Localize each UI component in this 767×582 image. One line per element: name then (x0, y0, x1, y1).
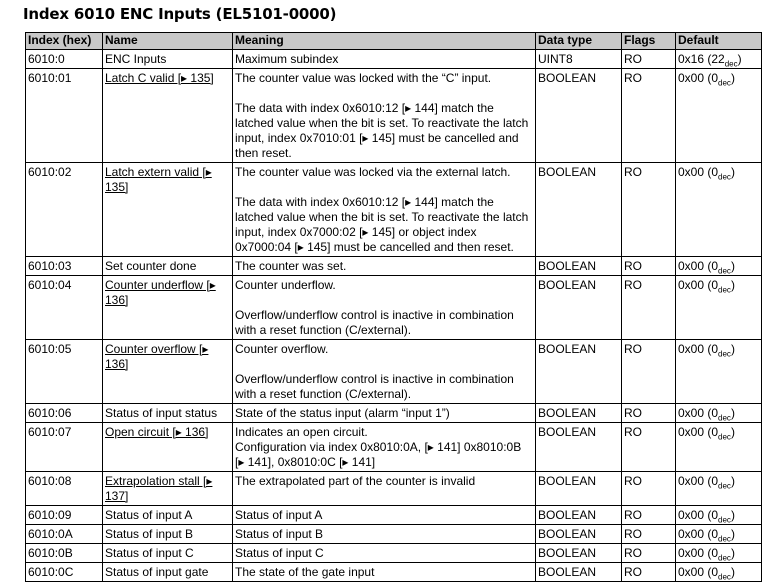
default-close: ) (730, 342, 735, 356)
meaning-paragraph: Maximum subindex (235, 52, 339, 66)
cell-flags: RO (622, 563, 676, 582)
table-row (26, 423, 762, 472)
default-close: ) (730, 546, 735, 560)
default-value: 0x00 (0 (678, 342, 719, 356)
cell-data-type: BOOLEAN (536, 544, 622, 563)
default-close: ) (730, 278, 735, 292)
cell-index: 6010:0C (26, 563, 103, 582)
default-close: ) (730, 474, 735, 488)
table-row (26, 163, 762, 257)
cell-index: 6010:08 (26, 472, 103, 506)
table-row (26, 276, 762, 340)
cell-data-type: BOOLEAN (536, 163, 622, 257)
default-unit: dec (718, 78, 731, 88)
cell-name (103, 472, 233, 506)
meaning-paragraph: Overflow/underflow control is inactive in combination with a reset function (C/external). (235, 372, 514, 401)
cell-default (676, 257, 762, 276)
default-close: ) (730, 259, 735, 273)
cell-meaning (233, 544, 536, 563)
cell-index: 6010:0 (26, 50, 103, 69)
cell-index: 6010:02 (26, 163, 103, 257)
cell-index: 6010:03 (26, 257, 103, 276)
cell-default (676, 563, 762, 582)
cell-meaning (233, 69, 536, 163)
default-close: ) (730, 71, 735, 85)
cell-meaning (233, 404, 536, 423)
default-unit: dec (718, 266, 731, 276)
default-close: ) (730, 425, 735, 439)
cell-default (676, 544, 762, 563)
table-row (26, 472, 762, 506)
cell-flags: RO (622, 257, 676, 276)
cell-index: 6010:09 (26, 506, 103, 525)
cell-data-type: BOOLEAN (536, 276, 622, 340)
cell-flags: RO (622, 404, 676, 423)
default-value: 0x00 (0 (678, 527, 719, 541)
cell-name (103, 163, 233, 257)
cell-index: 6010:07 (26, 423, 103, 472)
cell-default (676, 472, 762, 506)
cell-name (103, 340, 233, 404)
meaning-paragraph: Indicates an open circuit. (235, 425, 368, 439)
meaning-paragraph: The data with index 0x6010:12 [▸ 144] match the latched value when the bit is set. To reactivate the latch input, index 0x7010:01 [▸ 145] must be cancelled and then reset. (235, 101, 529, 160)
cell-name: Status of input gate (103, 563, 233, 582)
cell-name (103, 69, 233, 163)
page-title: Index 6010 ENC Inputs (EL5101-0000) (23, 5, 337, 23)
cell-data-type: BOOLEAN (536, 525, 622, 544)
cell-default (676, 163, 762, 257)
cell-name (103, 276, 233, 340)
cell-data-type: BOOLEAN (536, 69, 622, 163)
default-close: ) (730, 527, 735, 541)
cell-meaning (233, 506, 536, 525)
cell-meaning (233, 163, 536, 257)
table-row (26, 50, 762, 69)
cell-index: 6010:01 (26, 69, 103, 163)
header-meaning: Meaning (233, 33, 536, 50)
default-unit: dec (718, 515, 731, 525)
meaning-paragraph: Overflow/underflow control is inactive in combination with a reset function (C/external). (235, 308, 514, 337)
table-row (26, 69, 762, 163)
cell-flags: RO (622, 340, 676, 404)
name-link[interactable]: Extrapolation stall [▸ 137] (105, 474, 213, 503)
name-link[interactable]: Counter underflow [▸ 136] (105, 278, 216, 307)
cell-meaning (233, 525, 536, 544)
meaning-paragraph: Configuration via index 0x8010:0A, [▸ 141] 0x8010:0B [▸ 141], 0x8010:0C [▸ 141] (235, 440, 522, 469)
default-unit: dec (718, 481, 731, 491)
default-unit: dec (718, 349, 731, 359)
cell-name: ENC Inputs (103, 50, 233, 69)
cell-name: Status of input A (103, 506, 233, 525)
cell-name: Status of input status (103, 404, 233, 423)
meaning-paragraph: The extrapolated part of the counter is invalid (235, 474, 476, 488)
default-value: 0x00 (0 (678, 406, 719, 420)
cell-default (676, 69, 762, 163)
meaning-paragraph: The counter value was locked via the external latch. (235, 165, 511, 179)
cell-index: 6010:04 (26, 276, 103, 340)
cell-data-type: BOOLEAN (536, 423, 622, 472)
cell-name (103, 423, 233, 472)
cell-default (676, 50, 762, 69)
table-row (26, 257, 762, 276)
meaning-paragraph: Counter overflow. (235, 342, 329, 356)
name-link[interactable]: Latch C valid [▸ 135] (105, 71, 214, 85)
default-value: 0x16 (22 (678, 52, 725, 66)
header-index: Index (hex) (26, 33, 103, 50)
meaning-paragraph: Status of input B (235, 527, 324, 541)
default-unit: dec (718, 572, 731, 582)
cell-meaning (233, 340, 536, 404)
object-table (25, 32, 762, 582)
default-close: ) (730, 565, 735, 579)
default-value: 0x00 (0 (678, 278, 719, 292)
default-value: 0x00 (0 (678, 425, 719, 439)
cell-data-type: BOOLEAN (536, 340, 622, 404)
table-row (26, 340, 762, 404)
cell-data-type: BOOLEAN (536, 563, 622, 582)
cell-default (676, 276, 762, 340)
meaning-paragraph: State of the status input (alarm “input 1”) (235, 406, 450, 420)
default-close: ) (730, 406, 735, 420)
meaning-paragraph: The counter was set. (235, 259, 347, 273)
header-default: Default (676, 33, 762, 50)
default-unit: dec (718, 413, 731, 423)
cell-meaning (233, 472, 536, 506)
table-row (26, 563, 762, 582)
cell-meaning (233, 423, 536, 472)
default-unit: dec (718, 432, 731, 442)
cell-flags: RO (622, 69, 676, 163)
default-unit: dec (718, 172, 731, 182)
cell-meaning (233, 257, 536, 276)
default-unit: dec (724, 59, 738, 69)
table-row (26, 506, 762, 525)
cell-flags: RO (622, 276, 676, 340)
meaning-paragraph: Status of input C (235, 546, 324, 560)
cell-name: Status of input B (103, 525, 233, 544)
meaning-paragraph: The counter value was locked with the “C” input. (235, 71, 492, 85)
cell-meaning (233, 563, 536, 582)
default-value: 0x00 (0 (678, 546, 719, 560)
name-link[interactable]: Open circuit [▸ 136] (105, 425, 209, 439)
cell-default (676, 525, 762, 544)
name-link[interactable]: Counter overflow [▸ 136] (105, 342, 209, 371)
default-value: 0x00 (0 (678, 508, 719, 522)
default-close: ) (730, 165, 735, 179)
cell-name: Status of input C (103, 544, 233, 563)
cell-index: 6010:0A (26, 525, 103, 544)
name-link[interactable]: Latch extern valid [▸ 135] (105, 165, 212, 194)
cell-flags: RO (622, 506, 676, 525)
cell-data-type: UINT8 (536, 50, 622, 69)
meaning-paragraph: Counter underflow. (235, 278, 336, 292)
meaning-paragraph: The state of the gate input (235, 565, 375, 579)
cell-index: 6010:0B (26, 544, 103, 563)
default-close: ) (730, 508, 735, 522)
cell-data-type: BOOLEAN (536, 257, 622, 276)
default-unit: dec (718, 534, 731, 544)
header-name: Name (103, 33, 233, 50)
cell-flags: RO (622, 525, 676, 544)
meaning-paragraph: Status of input A (235, 508, 323, 522)
default-value: 0x00 (0 (678, 71, 719, 85)
cell-flags: RO (622, 544, 676, 563)
cell-default (676, 423, 762, 472)
cell-flags: RO (622, 50, 676, 69)
cell-flags: RO (622, 472, 676, 506)
default-value: 0x00 (0 (678, 165, 719, 179)
default-unit: dec (718, 553, 731, 563)
default-value: 0x00 (0 (678, 474, 719, 488)
cell-data-type: BOOLEAN (536, 404, 622, 423)
header-flags: Flags (622, 33, 676, 50)
cell-default (676, 404, 762, 423)
default-unit: dec (718, 285, 731, 295)
table-row (26, 404, 762, 423)
cell-meaning (233, 276, 536, 340)
cell-flags: RO (622, 423, 676, 472)
cell-data-type: BOOLEAN (536, 472, 622, 506)
default-close: ) (737, 52, 742, 66)
cell-meaning (233, 50, 536, 69)
cell-name: Set counter done (103, 257, 233, 276)
table-row (26, 544, 762, 563)
default-value: 0x00 (0 (678, 259, 719, 273)
cell-index: 6010:05 (26, 340, 103, 404)
cell-index: 6010:06 (26, 404, 103, 423)
cell-data-type: BOOLEAN (536, 506, 622, 525)
cell-default (676, 506, 762, 525)
default-value: 0x00 (0 (678, 565, 719, 579)
header-data-type: Data type (536, 33, 622, 50)
cell-default (676, 340, 762, 404)
meaning-paragraph: The data with index 0x6010:12 [▸ 144] match the latched value when the bit is set. To reactivate the latch input, index 0x7000:02 [▸ 145] or object index 0x7000:04 [▸ 145] must be cancelled and then reset. (235, 195, 529, 254)
table-header-row (26, 33, 762, 50)
cell-flags: RO (622, 163, 676, 257)
table-row (26, 525, 762, 544)
